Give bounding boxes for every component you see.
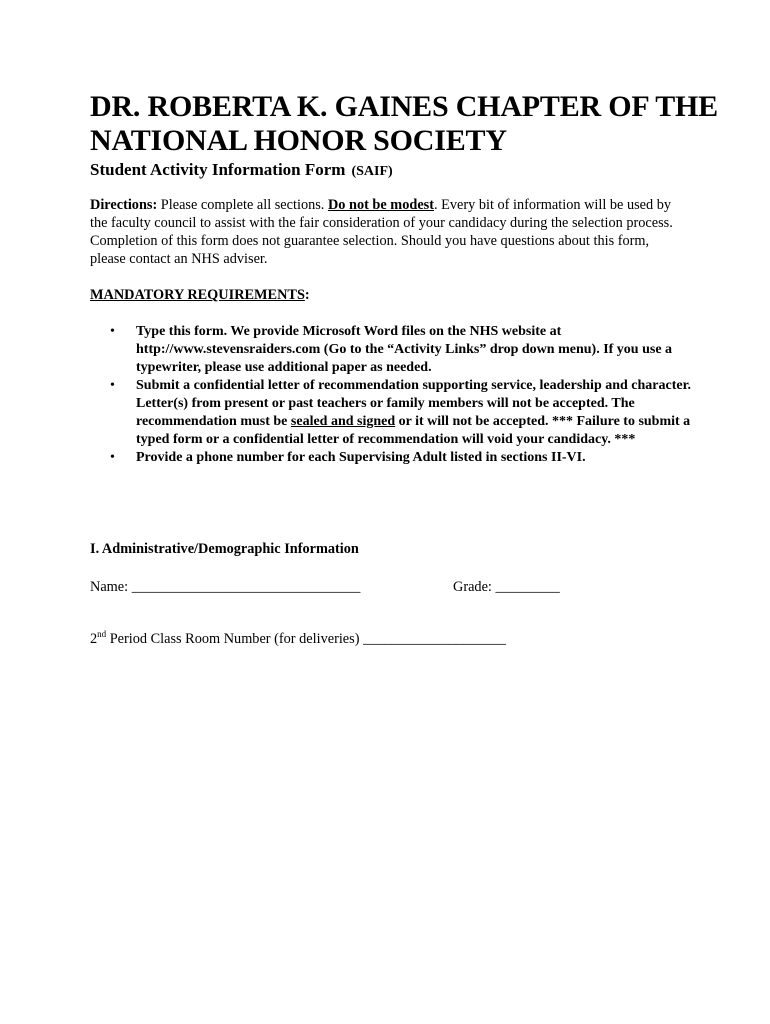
- requirement-text: Provide a phone number for each Supervising Adult listed in sections II-VI.: [136, 450, 586, 465]
- directions-paragraph: [90, 196, 675, 268]
- requirement-underlined: sealed and signed: [290, 414, 396, 429]
- requirement-text-2: or it will not be accepted. *** Failure to submit a typed form or a confidential letter of recommendation will void your candidacy. ***: [136, 414, 691, 447]
- form-subtitle: [90, 160, 393, 180]
- grade-field-row: [453, 578, 560, 596]
- name-field-row: [90, 578, 360, 596]
- period-number: 2: [90, 631, 98, 647]
- requirements-heading: [90, 287, 310, 304]
- requirement-item: [110, 323, 692, 377]
- subtitle-text: Student Activity Information Form: [90, 160, 346, 179]
- name-field[interactable]: ________________________________: [131, 579, 361, 595]
- bullet-icon: •: [110, 450, 115, 465]
- period-room-label: Period Class Room Number (for deliveries): [106, 631, 364, 647]
- period-ordinal: nd: [97, 629, 107, 640]
- requirement-text: Type this form. We provide Microsoft Word files on the NHS website at http://www.stevensraiders.com (Go to the “Activity Links” drop down menu). If you use a typewriter, please use additional paper as needed.: [136, 324, 673, 375]
- requirement-text-1: Submit a confidential letter of recommendation supporting service, leadership and character. Letter(s) from present or past teachers or family members will not be accepted. The recommendation must be: [136, 378, 692, 429]
- section-1-heading: I. Administrative/Demographic Information: [90, 541, 359, 557]
- period-room-field[interactable]: ____________________: [363, 631, 507, 647]
- directions-text-1: Please complete all sections.: [157, 197, 328, 213]
- subtitle-abbreviation: (SAIF): [351, 164, 393, 179]
- directions-emphasis: Do not be modest: [327, 197, 434, 213]
- period-room-row: [90, 630, 506, 648]
- requirement-item: [110, 449, 692, 467]
- directions-text-2: . Every bit of information will be used by the faculty council to assist with the fair consideration of your candidacy during the selection process. Completion of this form does not guarantee selection. Should you have questions about this form, please contact an NHS adviser.: [90, 197, 673, 267]
- grade-field[interactable]: _________: [495, 579, 560, 595]
- bullet-icon: •: [110, 378, 115, 393]
- requirements-list: [110, 323, 692, 467]
- page-title: DR. ROBERTA K. GAINES CHAPTER OF THE NATIONAL HONOR SOCIETY: [90, 90, 718, 157]
- requirement-item: [110, 377, 692, 449]
- grade-label: Grade:: [453, 579, 496, 595]
- requirements-heading-text: MANDATORY REQUIREMENTS: [90, 287, 305, 303]
- name-label: Name:: [90, 579, 132, 595]
- requirements-heading-colon: :: [304, 287, 310, 303]
- directions-label: Directions:: [90, 197, 158, 213]
- bullet-icon: •: [110, 324, 115, 339]
